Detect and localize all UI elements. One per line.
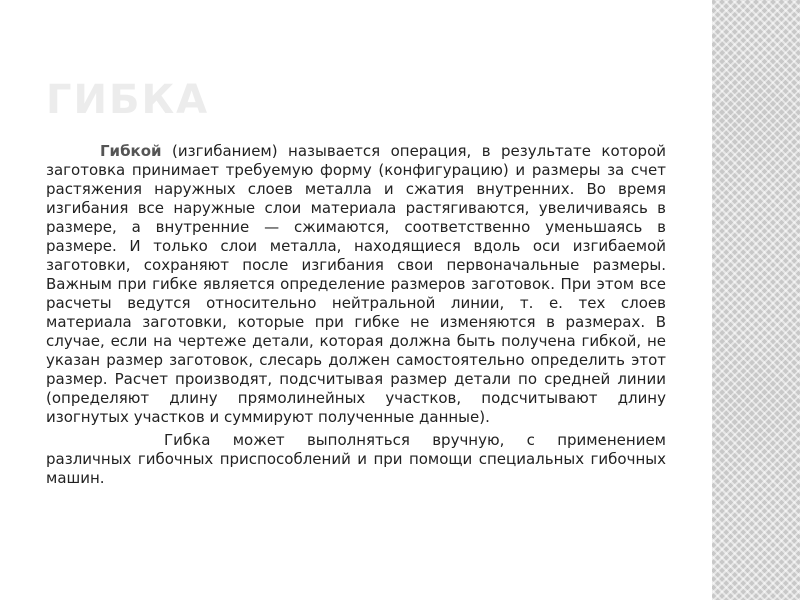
term-gibka: Гибкой: [100, 142, 162, 160]
paragraph-definition-text: (изгибанием) называется операция, в результате которой заготовка принимает требуемую форму (конфигурацию) и размеры за счет растяжения наружных слоев металла и сжатия внутренних. Во время изгибания все наружные слои материала растягиваются, увеличиваясь в размере, а внутренние — сжимаются, соответственно уменьшаясь в размере. И только слои металла, находящиеся вдоль оси изгибаемой заготовки, сохраняют после изгибания свои первоначальные размеры. Важным при гибке является определение размеров заготовок. При этом все расчеты ведутся относительно нейтральной линии, т. е. тех слоев материала заготовки, которые при гибке не изменяются в размерах. В случае, если на чертеже детали, которая должна быть получена гибкой, не указан размер заготовок, слесарь должен самостоятельно определить этот размер. Расчет производят, подсчитывая размер детали по средней линии (определяют длину прямолинейных участков, подсчитывают длину изогнутых участков и суммируют полученные данные).: [46, 142, 666, 426]
slide-body: [46, 142, 666, 492]
paragraph-definition: [46, 142, 666, 427]
decorative-side-band: [712, 0, 800, 600]
paragraph-methods: Гибка может выполняться вручную, с применением различных гибочных приспособлений и при помощи специальных гибочных машин.: [46, 431, 666, 487]
slide-title: ГИБКА: [46, 77, 210, 123]
